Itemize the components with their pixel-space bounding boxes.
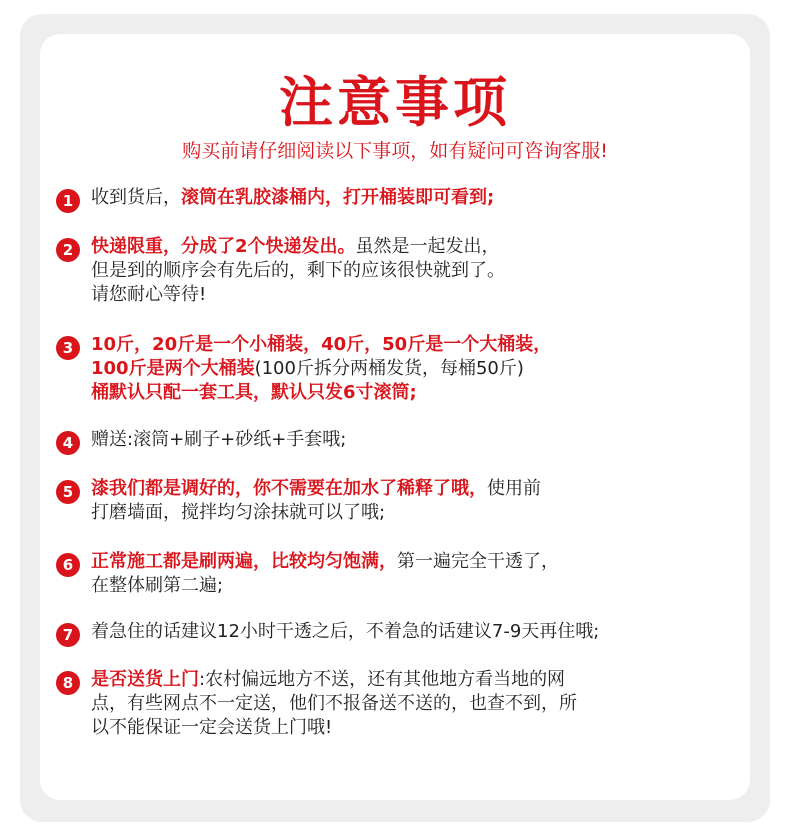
body-text: 点，有些网点不一定送，他们不报备送不送的，也查不到，所: [91, 693, 577, 714]
item-line: [91, 692, 731, 716]
item-text: [91, 668, 731, 740]
body-text: 请您耐心等待!: [91, 284, 207, 305]
body-text: 以不能保证一定会送货上门哦!: [91, 717, 333, 738]
highlight-text: 正常施工都是刷两遍，比较均匀饱满，: [91, 551, 397, 572]
item-text: [91, 333, 731, 405]
highlight-text: 是否送货上门: [91, 669, 199, 690]
item-line: [91, 381, 731, 405]
body-text: 在整体刷第二遍;: [91, 575, 224, 596]
item-number-badge: 6: [56, 553, 80, 577]
body-text: 但是到的顺序会有先后的，剩下的应该很快就到了。: [91, 260, 505, 281]
body-text: :农村偏远地方不送，还有其他地方看当地的网: [199, 669, 566, 690]
item-line: [91, 620, 731, 644]
item-line: [91, 357, 731, 381]
item-line: [91, 550, 731, 574]
item-line: [91, 501, 731, 525]
body-text: (100斤拆分两桶发货，每桶50斤): [254, 358, 524, 379]
item-line: [91, 333, 731, 357]
body-text: 收到货后，: [91, 187, 181, 208]
item-line: [91, 283, 731, 307]
item-number-badge: 2: [56, 238, 80, 262]
item-number-badge: 1: [56, 189, 80, 213]
item-line: [91, 235, 731, 259]
item-number-badge: 4: [56, 431, 80, 455]
highlight-text: 10斤，20斤是一个小桶装，40斤，50斤是一个大桶装，: [91, 334, 552, 355]
page-subtitle: 购买前请仔细阅读以下事项，如有疑问可咨询客服!: [182, 140, 608, 162]
item-number-badge: 3: [56, 336, 80, 360]
item-line: [91, 477, 731, 501]
highlight-text: 滚筒在乳胶漆桶内，打开桶装即可看到;: [181, 187, 495, 208]
item-number-badge: 7: [56, 623, 80, 647]
item-number-badge: 8: [56, 671, 80, 695]
item-text: [91, 235, 731, 307]
item-line: [91, 186, 731, 210]
highlight-text: 漆我们都是调好的，你不需要在加水了稀释了哦，: [91, 478, 487, 499]
item-text: [91, 620, 731, 644]
item-number-badge: 5: [56, 480, 80, 504]
highlight-text: 快递限重，分成了2个快递发出。: [91, 236, 356, 257]
item-line: [91, 428, 731, 452]
body-text: 打磨墙面，搅拌均匀涂抹就可以了哦;: [91, 502, 386, 523]
body-text: 着急住的话建议12小时干透之后，不着急的话建议7-9天再住哦;: [91, 621, 600, 642]
highlight-text: 桶默认只配一套工具，默认只发6寸滚筒;: [91, 382, 417, 403]
page-title: 注意事项: [279, 71, 511, 134]
item-line: [91, 716, 731, 740]
highlight-text: 100斤是两个大桶装: [91, 358, 255, 379]
body-text: 虽然是一起发出，: [355, 236, 500, 257]
body-text: 使用前: [487, 478, 541, 499]
item-text: [91, 428, 731, 452]
item-line: [91, 259, 731, 283]
item-text: [91, 550, 731, 598]
item-text: [91, 477, 731, 525]
body-text: 第一遍完全干透了，: [397, 551, 559, 572]
item-text: [91, 186, 731, 210]
body-text: 赠送:滚筒+刷子+砂纸+手套哦;: [91, 429, 347, 450]
item-line: [91, 574, 731, 598]
item-line: [91, 668, 731, 692]
